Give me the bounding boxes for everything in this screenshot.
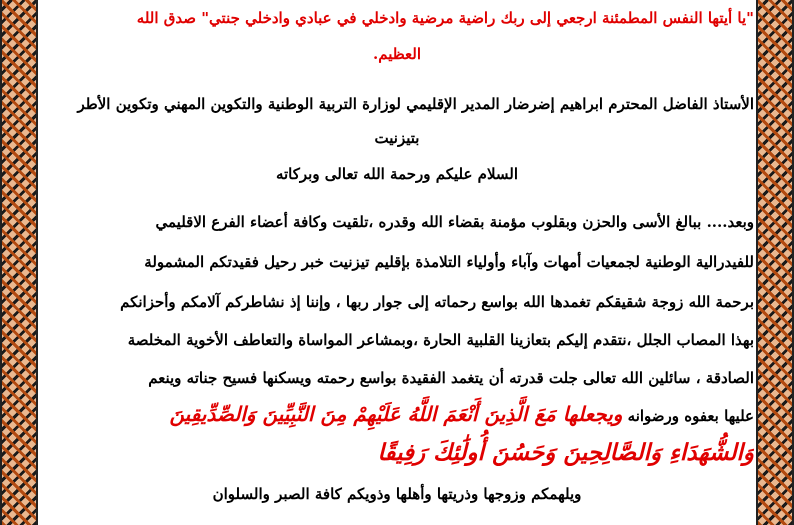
- body-line-5: الصادقة ، سائلين الله تعالى جلت قدرته أن يتغمد الفقيدة بواسع رحمته ويسكنها فسيح جناته وينعم: [148, 369, 754, 387]
- verse-line-1: "يا أيتها النفس المطمئنة ارجعي إلى ربك راضية مرضية وادخلي في عبادي وادخلي جنتي" صدق الله: [136, 9, 754, 27]
- body-line-2: للفيدرالية الوطنية لجمعيات أمهات وآباء وأولياء التلامذة بإقليم تيزنيت خبر رحيل فقيدتكم المشمولة: [144, 253, 754, 271]
- body-line-1: وبعد.... ببالغ الأسى والحزن وبقلوب مؤمنة بقضاء الله وقدره ،تلقيت وكافة أعضاء الفرع الاقليمي: [155, 213, 754, 231]
- decorative-border-right: [756, 0, 794, 525]
- decorative-border-left: [0, 0, 38, 525]
- body-line-3: برحمة الله زوجة شقيقكم تغمدها الله بواسع رحماته إلى جوار ربها ، وإننا إذ نشاطركم آلامكم وأحزانكم: [120, 293, 754, 311]
- body-line-4: بهذا المصاب الجلل ،نتقدم إليكم بتعازينا القلبية الحارة ،وبمشاعر المواساة والتعاطف الأخوية المخلصة: [127, 331, 754, 349]
- condolence-letter: [40, 0, 754, 525]
- body-line-6: [40, 400, 754, 430]
- addressee-line-2: بتيزنيت: [374, 129, 420, 147]
- quran-verse-part-1: ويجعلها مَعَ الَّذِينَ أَنْعَمَ اللَّهُ عَلَيْهِمْ مِنَ النَّبِيِّينَ وَالصِّدِّيقِينَ: [169, 402, 623, 426]
- verse-line-2: العظيم.: [372, 45, 421, 63]
- quran-verse-part-2: وَالشُّهَدَاءِ وَالصَّالِحِينَ وَحَسُنَ أُولَٰئِكَ رَفِيقًا: [377, 439, 754, 466]
- body-line-8: ويلهمكم وزوجها وذريتها وأهلها وذويكم كافة الصبر والسلوان: [212, 485, 582, 503]
- greeting: السلام عليكم ورحمة الله تعالى وبركاته: [275, 165, 519, 183]
- body-line-6-start: عليها بعفوه ورضوانه: [627, 407, 754, 425]
- addressee-line-1: الأستاذ الفاضل المحترم ابراهيم إضرضار المدير الإقليمي لوزارة التربية الوطنية والتكوين المهني وتكوين الأطر: [77, 95, 754, 113]
